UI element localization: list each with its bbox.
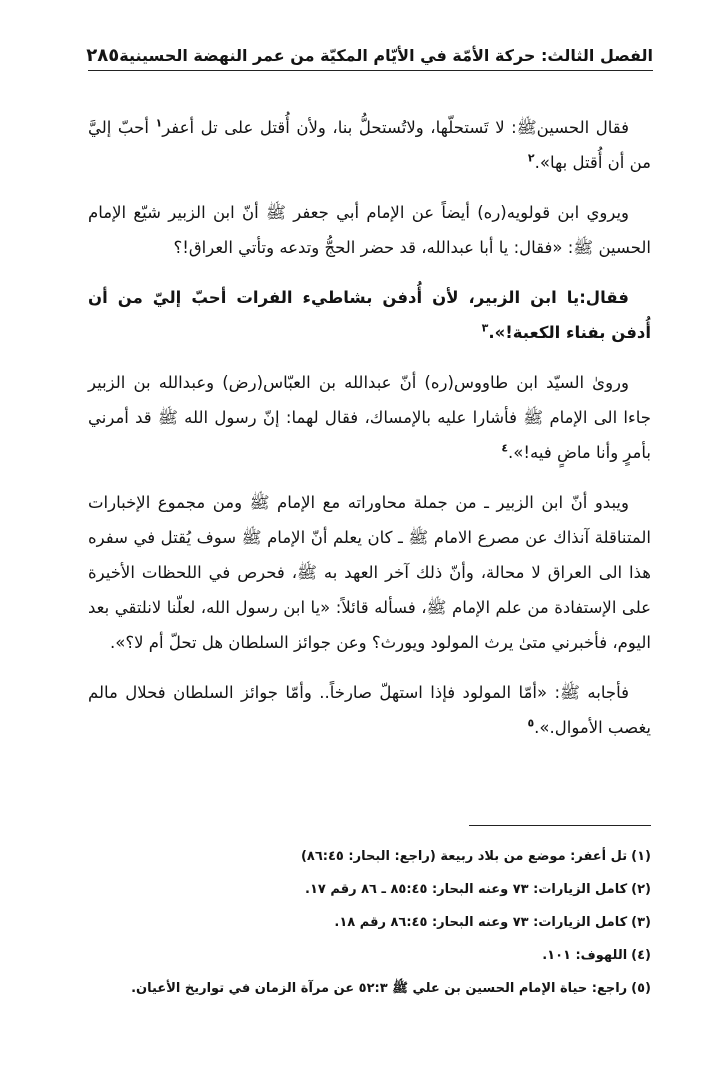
footnote-divider bbox=[469, 825, 651, 826]
honorific: ﷺ bbox=[516, 118, 537, 137]
footnotes bbox=[88, 842, 651, 1007]
paragraph-4: وروىٰ السيّد ابن طاووس(ره) أنّ عبدالله بن العبّاس(رض) وعبدالله بن الزبير جاءا الى الإمام ﷺ فأشارا عليه بالإمساك، فقال لهما: إنّ رسول الله ﷺ قد أمرني بأمرٍ وأنا ماضٍ فيه!».$^٤$ bbox=[88, 373, 651, 462]
footnote-ref: ٤ bbox=[501, 441, 509, 455]
footnote-ref: ٥ bbox=[527, 716, 535, 730]
chapter-title: الفصل الثالث: حركة الأمّة في الأيّام المكيّة من عمر النهضة الحسينية bbox=[119, 46, 653, 65]
paragraph-2: ويروي ابن قولويه(ره) أيضاً عن الإمام أبي جعفر ﷺ أنّ ابن الزبير شيّع الإمام الحسين ﷺ: «فقال: يا أبا عبدالله، قد حضر الحجُّ وتدعه وتأتي العراق!؟ bbox=[88, 203, 651, 257]
paragraph-5: ويبدو أنّ ابن الزبير ـ من جملة محاوراته مع الإمام ﷺ ومن مجموع الإخبارات المتناقلة آنذاك عن مصرع الامام ﷺ ـ كان يعلم أنّ الإمام ﷺ سوف يُقتل في سفره هذا الى العراق لا محالة، وأنّ ذلك آخر العهد به ﷺ، فحرص في اللحظات الأخيرة على الإستفادة من علم الإمام ﷺ، فسأله قائلاً: «يا ابن رسول الله، لعلّنا لانلتقي بعد اليوم، فأخبرني متىٰ يرث المولود ويورث؟ وعن جوائز السلطان هل تحلّ أم لا؟». bbox=[88, 493, 651, 652]
footnote: (٥)راجع: حياة الإمام الحسين بن علي ﷺ ٥٢:٣ عن مرآة الزمان في تواريخ الأعيان. bbox=[131, 981, 651, 996]
footnote-ref: ١ bbox=[155, 116, 163, 130]
running-header bbox=[88, 40, 653, 71]
footnote: (٤)اللهوف: ١٠١. bbox=[542, 948, 651, 963]
page-number: ٢٨٥ bbox=[86, 45, 120, 66]
footnote: (٣)كامل الزيارات: ٧٣ وعنه البحار: ٨٦:٤٥ رقم ١٨. bbox=[334, 915, 651, 930]
footnote: (١)تل أعفر: موضع من بلاد ربيعة (راجع: البحار: ٨٦:٤٥) bbox=[300, 849, 651, 864]
main-text bbox=[88, 110, 651, 760]
footnote: (٢)كامل الزيارات: ٧٣ وعنه البحار: ٨٥:٤٥ ـ ٨٦ رقم ١٧. bbox=[305, 882, 651, 897]
footnote-ref: ٣ bbox=[481, 321, 489, 335]
paragraph-3-quote: فقال:يا ابن الزبير، لأن أُدفن بشاطيء الفرات أحبّ إليّ من أن أُدفن بفناء الكعبة!».$^٣$ bbox=[88, 288, 651, 342]
paragraph-1: فقال الحسينﷺ: لا تَستحلّها، ولاتُستحلُّ بنا، ولأن أُقتل على تل أعفر$^١$ أحبّ إليَّ من أن أُقتل بها».$^٢$ bbox=[88, 116, 651, 172]
footnote-ref: ٢ bbox=[527, 151, 535, 165]
paragraph-6: فأجابه ﷺ: «أمّا المولود فإذا استهلّ صارخاً.. وأمّا جوائز السلطان فحلال مالم يغصب الأموال.».$^٥$ bbox=[88, 683, 651, 737]
